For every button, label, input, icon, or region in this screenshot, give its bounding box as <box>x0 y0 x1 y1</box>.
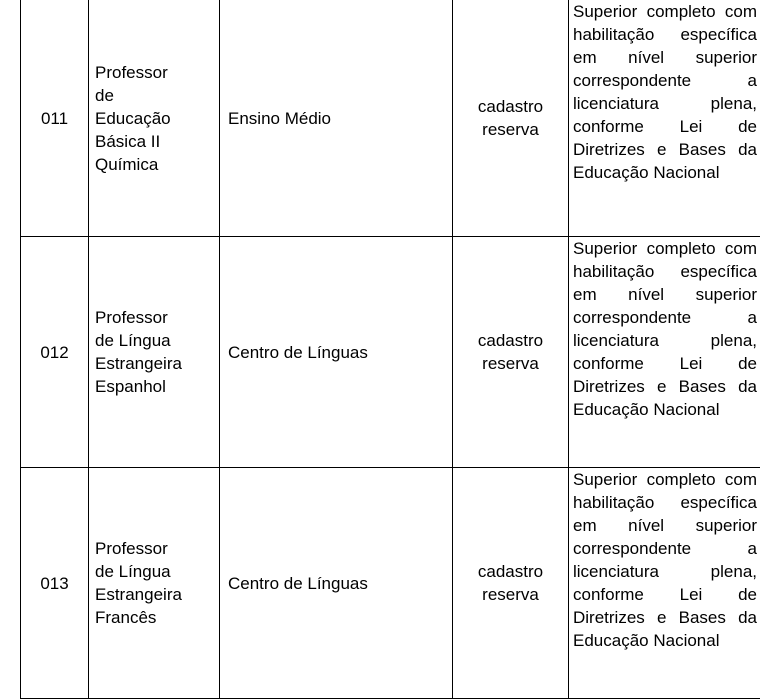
requirements-table <box>20 0 760 699</box>
requirement <box>569 237 760 468</box>
vacancies-line: cadastro <box>453 95 568 118</box>
job-title-line: Professor <box>95 537 219 560</box>
vacancies-line: reserva <box>453 583 568 606</box>
vacancies <box>453 468 569 699</box>
job-title-line: Básica II <box>95 130 219 153</box>
job-title-line: de <box>95 84 219 107</box>
job-title-line: Estrangeira <box>95 352 219 375</box>
job-title-line: Educação <box>95 107 219 130</box>
table-row <box>21 237 760 468</box>
vacancies-line: cadastro <box>453 329 568 352</box>
job-title <box>89 0 220 237</box>
education-level: Centro de Línguas <box>220 237 453 468</box>
job-title-line: de Língua <box>95 329 219 352</box>
vacancies-line: cadastro <box>453 560 568 583</box>
requirement-text: Superior completo com habilitação específica em nível superior correspondente a licenciatura plena, conforme Lei de Diretrizes e Bases da Educação Nacional <box>573 468 757 652</box>
requirement <box>569 468 760 699</box>
vacancies <box>453 237 569 468</box>
job-code: 013 <box>21 468 89 699</box>
job-title-line: Estrangeira <box>95 583 219 606</box>
job-title <box>89 237 220 468</box>
job-title-line: Química <box>95 153 219 176</box>
requirement-text: Superior completo com habilitação específica em nível superior correspondente a licenciatura plena, conforme Lei de Diretrizes e Bases da Educação Nacional <box>573 0 757 184</box>
job-title-line: Francês <box>95 606 219 629</box>
job-title-line: Espanhol <box>95 375 219 398</box>
job-code: 011 <box>21 0 89 237</box>
requirement <box>569 0 760 237</box>
job-title-line: Professor <box>95 306 219 329</box>
job-title <box>89 468 220 699</box>
education-level: Ensino Médio <box>220 0 453 237</box>
vacancies-line: reserva <box>453 118 568 141</box>
vacancies <box>453 0 569 237</box>
requirement-text: Superior completo com habilitação específica em nível superior correspondente a licenciatura plena, conforme Lei de Diretrizes e Bases da Educação Nacional <box>573 237 757 421</box>
education-level: Centro de Línguas <box>220 468 453 699</box>
job-title-line: Professor <box>95 61 219 84</box>
vacancies-line: reserva <box>453 352 568 375</box>
table-row <box>21 468 760 699</box>
job-title-line: de Língua <box>95 560 219 583</box>
table-row <box>21 0 760 237</box>
job-code: 012 <box>21 237 89 468</box>
